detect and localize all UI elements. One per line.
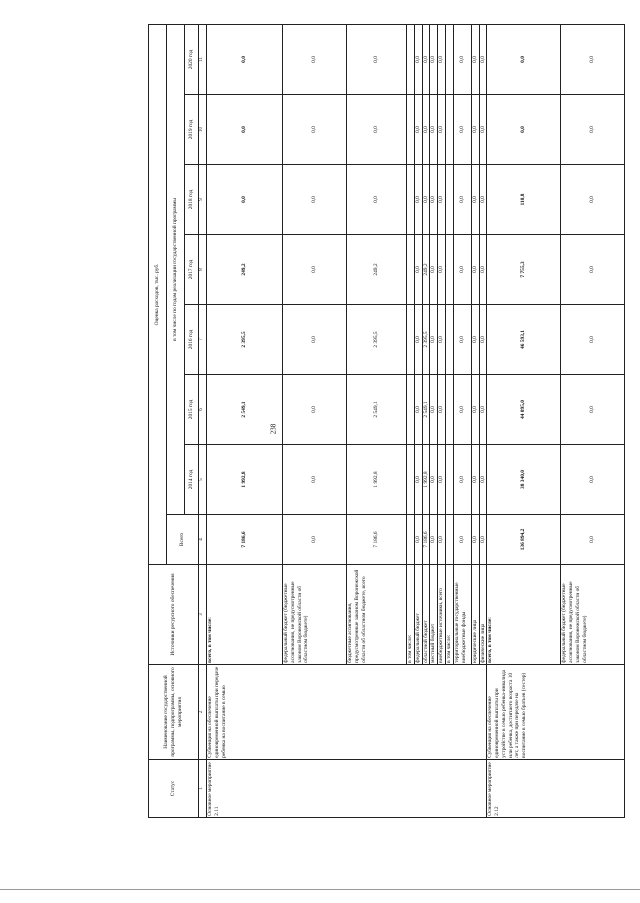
page-number: 238 (269, 423, 278, 435)
row-value (407, 375, 415, 445)
row-value: 0,0 (207, 24, 283, 94)
row-value (407, 445, 415, 515)
row-value: 249,2 (422, 235, 430, 305)
row-value: 0,0 (283, 165, 347, 235)
row-value: 0,0 (453, 375, 471, 445)
row-value: 0,0 (430, 24, 438, 94)
row-value (446, 375, 454, 445)
budget-table (148, 24, 625, 818)
row-value: 0,0 (487, 24, 561, 94)
row-value: 7 755,3 (487, 235, 561, 305)
row-value: 0,0 (453, 165, 471, 235)
row-value: 0,0 (479, 515, 487, 565)
row-value: 2 549,1 (207, 375, 283, 445)
header-year: 2018 год (185, 165, 199, 235)
row-value: 0,0 (430, 305, 438, 375)
row-value: 0,0 (207, 95, 283, 165)
row-value (407, 95, 415, 165)
row-source: физические лица (479, 565, 487, 665)
row-value: 0,0 (561, 95, 625, 165)
row-value: 0,0 (283, 515, 347, 565)
row-value: 249,2 (347, 235, 407, 305)
row-source: в том числе: (446, 565, 454, 665)
row-value: 0,0 (453, 305, 471, 375)
row-value: 0,0 (471, 375, 479, 445)
row-value: 38 340,0 (487, 445, 561, 515)
row-source: бюджетные ассигнования, предусмотренные законом Воронежской области об областном бюджете, всего (347, 565, 407, 665)
row-status: Основное мероприятие 2.11 (207, 760, 487, 818)
row-source: федеральный бюджет (бюджетные ассигнования, не предусмотренные законом Воронежской области об областном бюджете) (561, 565, 625, 665)
row-value: 0,0 (414, 165, 422, 235)
row-value: 1 992,8 (207, 445, 283, 515)
row-value: 2 395,5 (422, 305, 430, 375)
row-value: 2 395,5 (207, 305, 283, 375)
header-status: Статус (149, 760, 199, 818)
row-value: 0,0 (438, 515, 446, 565)
row-value: 0,0 (414, 375, 422, 445)
col-index: 10 (199, 95, 207, 165)
row-value: 0,0 (561, 375, 625, 445)
col-index: 7 (199, 305, 207, 375)
row-value: 0,0 (561, 235, 625, 305)
row-value: 1 992,8 (347, 445, 407, 515)
row-value (407, 235, 415, 305)
row-value: 0,0 (471, 515, 479, 565)
row-value: 0,0 (283, 24, 347, 94)
row-value: 0,0 (479, 305, 487, 375)
row-value: 2 395,5 (347, 305, 407, 375)
row-value: 1 992,8 (422, 445, 430, 515)
col-index: 2 (199, 665, 207, 760)
row-value (446, 235, 454, 305)
header-year: 2014 год (185, 445, 199, 515)
col-index: 3 (199, 565, 207, 665)
row-value: 0,0 (561, 515, 625, 565)
row-value: 0,0 (283, 235, 347, 305)
row-value: 7 186,6 (422, 515, 430, 565)
col-index: 9 (199, 165, 207, 235)
row-value: 0,0 (283, 375, 347, 445)
row-value: 0,0 (430, 375, 438, 445)
row-value: 0,0 (438, 24, 446, 94)
row-value: 0,0 (487, 95, 561, 165)
col-index: 8 (199, 235, 207, 305)
row-value: 2 549,1 (422, 375, 430, 445)
budget-table-area (148, 25, 596, 818)
row-value: 0,0 (283, 95, 347, 165)
header-including: в том числе по годам реализации государственной программы (167, 24, 185, 514)
row-value: 0,0 (430, 235, 438, 305)
row-value: 0,0 (561, 24, 625, 94)
row-value: 0,0 (453, 95, 471, 165)
row-value: 2 549,1 (347, 375, 407, 445)
row-value: 0,0 (283, 445, 347, 515)
header-year: 2015 год (185, 375, 199, 445)
row-value: 0,0 (453, 24, 471, 94)
row-value (446, 95, 454, 165)
row-value: 0,0 (479, 235, 487, 305)
row-value: 0,0 (414, 445, 422, 515)
row-value: 0,0 (422, 24, 430, 94)
row-value: 0,0 (561, 165, 625, 235)
row-value: 0,0 (414, 95, 422, 165)
table-row (207, 24, 283, 817)
row-value: 0,0 (438, 305, 446, 375)
row-source: внебюджетные источники, всего (438, 565, 446, 665)
row-value: 0,0 (471, 305, 479, 375)
row-value (407, 515, 415, 565)
row-value: 0,0 (283, 305, 347, 375)
row-value (446, 165, 454, 235)
col-index: 6 (199, 375, 207, 445)
row-value (407, 165, 415, 235)
row-value: 0,0 (453, 445, 471, 515)
header-year: 2019 год (185, 95, 199, 165)
row-status: Основное мероприятие 2.12 (487, 760, 625, 818)
row-value: 46 593,1 (487, 305, 561, 375)
row-value: 249,2 (207, 235, 283, 305)
row-value: 0,0 (471, 235, 479, 305)
row-source: территориальные государственные внебюджетные фонды (453, 565, 471, 665)
row-program-name: Субвенция на обеспечение единовременной выплаты при передаче ребенка на воспитание в семью (207, 665, 487, 760)
row-value: 0,0 (438, 445, 446, 515)
row-source: местный бюджет (430, 565, 438, 665)
header-year: 2017 год (185, 235, 199, 305)
row-value: 0,0 (471, 24, 479, 94)
row-source: в том числе: (407, 565, 415, 665)
table-row (487, 24, 561, 817)
row-value: 0,0 (430, 95, 438, 165)
row-value: 0,0 (561, 305, 625, 375)
row-value: 7 186,6 (207, 515, 283, 565)
header-name: Наименование государственной программы, подпрограммы, основного мероприятия (149, 665, 199, 760)
page-bottom-rule (0, 889, 640, 890)
row-source: юридические лица (471, 565, 479, 665)
row-source: всего, в том числе: (487, 565, 561, 665)
row-source: федеральный бюджет (бюджетные ассигнования, не предусмотренные законом Воронежской области об областном бюджете) (283, 565, 347, 665)
header-source: Источники ресурсного обеспечения (149, 565, 199, 665)
row-value: 0,0 (414, 24, 422, 94)
col-index: 1 (199, 760, 207, 818)
row-value: 7 186,6 (347, 515, 407, 565)
row-program-name: Субвенция на обеспечение единовременной выплаты при устройстве в семью ребенка-инвалида или ребенка, достигшего возраста 10 лет, а также при передаче на воспитание в семью братьев (сестер) (487, 665, 625, 760)
row-value: 0,0 (453, 235, 471, 305)
row-value: 0,0 (479, 165, 487, 235)
col-index: 4 (199, 515, 207, 565)
row-value: 0,0 (438, 375, 446, 445)
row-value: 0,0 (438, 235, 446, 305)
header-total: Всего (167, 515, 199, 565)
row-value: 0,0 (479, 375, 487, 445)
row-value (446, 445, 454, 515)
row-value: 0,0 (479, 445, 487, 515)
row-source: областной бюджет (422, 565, 430, 665)
row-value: 0,0 (347, 95, 407, 165)
row-value: 0,0 (422, 95, 430, 165)
row-value: 0,0 (561, 445, 625, 515)
row-value: 0,0 (479, 24, 487, 94)
row-value: 0,0 (430, 515, 438, 565)
row-value: 0,0 (414, 305, 422, 375)
row-source: федеральный бюджет (414, 565, 422, 665)
row-value: 0,0 (414, 515, 422, 565)
row-value (407, 24, 415, 94)
row-value: 0,0 (471, 95, 479, 165)
row-value: 0,0 (438, 165, 446, 235)
row-value: 0,0 (471, 445, 479, 515)
header-year: 2020 год (185, 24, 199, 94)
row-value: 0,0 (453, 515, 471, 565)
header-year: 2016 год (185, 305, 199, 375)
row-value: 0,0 (430, 445, 438, 515)
row-value: 136 894,2 (487, 515, 561, 565)
row-value: 0,0 (479, 95, 487, 165)
row-value: 0,0 (347, 165, 407, 235)
row-value: 0,0 (438, 95, 446, 165)
row-value (446, 24, 454, 94)
row-value: 0,0 (422, 165, 430, 235)
row-value: 110,8 (487, 165, 561, 235)
row-value: 0,0 (430, 165, 438, 235)
col-index: 11 (199, 24, 207, 94)
row-value: 0,0 (207, 165, 283, 235)
row-value: 0,0 (471, 165, 479, 235)
row-value (407, 305, 415, 375)
col-index: 5 (199, 445, 207, 515)
row-value (446, 515, 454, 565)
row-value: 0,0 (347, 24, 407, 94)
row-value (446, 305, 454, 375)
row-source: всего, в том числе: (207, 565, 283, 665)
row-value: 0,0 (414, 235, 422, 305)
row-value: 44 095,0 (487, 375, 561, 445)
header-estimate: Оценка расходов, тыс. руб. (149, 24, 167, 564)
